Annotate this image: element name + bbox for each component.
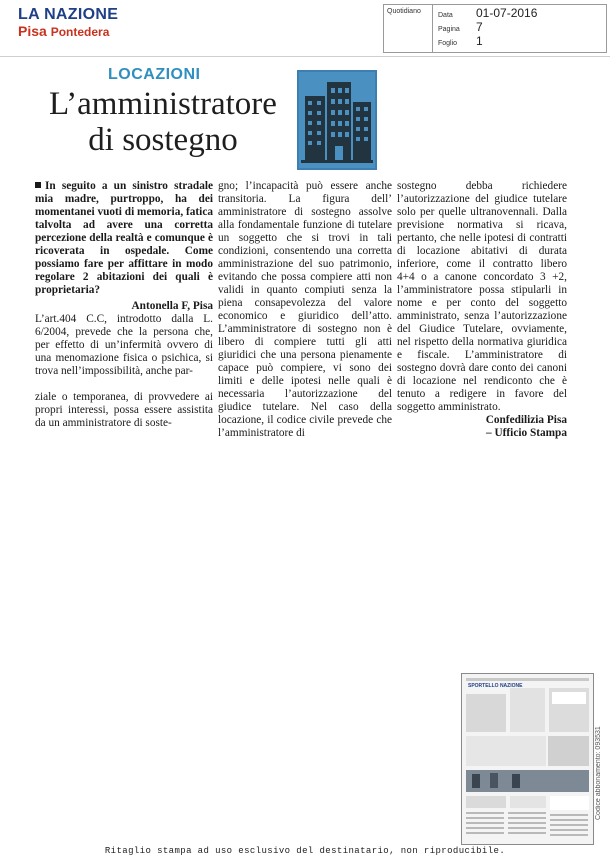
answer-paragraph-4: sostegno debba richiedere l’autorizzazione del giudice tutelare solo per quelle ultranovennali. Dalla previsione normativa si ricava, pertanto, che nelle ipotesi di contratti di locazione abitativi di durata inferiore, come il contratto libero 4+4 o a canone concordato 3 +2, l’amministratore possa stipularli in nome e per conto del soggetto amministrato, senza l’autorizzazione del Giudice Tutelare, ovviamente, nel rispetto della normativa giuridica e fiscale. L’amministratore di sostegno dovrà dare conto dei canoni di locazione nel rendiconto che è tenuto a redigere in favore del soggetto amministrato.: [397, 180, 567, 413]
question-author: Antonella F, Pisa: [131, 300, 213, 312]
meta-values: [476, 6, 537, 48]
headline-line-1: L’amministratore: [49, 86, 277, 122]
masthead-title: LA NAZIONE: [18, 6, 119, 23]
masthead-edition: [18, 23, 218, 40]
meta-value-date: 01-07-2016: [476, 6, 538, 20]
article-column-3: [397, 180, 567, 440]
answer-paragraph-3: gno; l’incapacità può essere anche transitoria. La figura dell’ amministratore di sostegno assolve alla fondamentale funzione di tutelare un soggetto che si trovi in tali condizioni, consentendo una corretta amministrazione del suo patrimonio, evitando che possa compiere atti non validi in quanto compiuti senza la piena consapevolezza del valore economico e giuridico dell’atto. L’amministratore di sostegno non è libero di compiere tutti gli atti giuridici che una persona pienamente capace può compiere, vi sono dei limiti e delle ipotesi nelle quali è necessaria l’autorizzazione del giudice tutelare. Nel caso della locazione, il codice civile prevede che l’amministratore di: [218, 180, 392, 439]
publication-info-box: [383, 4, 607, 53]
masthead: [18, 6, 218, 40]
article-kicker: LOCAZIONI: [108, 66, 201, 83]
article-headline: [38, 86, 288, 158]
masthead-edition-name: Pontedera: [50, 25, 110, 39]
bullet-square-icon: [35, 182, 41, 188]
meta-label-page: Pagina: [438, 26, 460, 33]
reader-question: [35, 180, 213, 297]
reader-question-text: In seguito a un sinistro stradale mia madre, purtroppo, ha dei momentanei vuoti di memoria, fatica talvolta ad avere una corretta percezione della realtà e comunque è ricoverata in ospedale. Come possiamo fare per affittare in modo regolare 2 abitazioni dei quali è proprietaria?: [35, 180, 213, 296]
headline-line-2: di sostegno: [88, 122, 238, 158]
article-signature: [397, 414, 567, 440]
meta-labels: [438, 9, 460, 51]
info-box-divider: [432, 5, 433, 52]
footer-disclaimer: Ritaglio stampa ad uso esclusivo del destinatario, non riproducibile.: [104, 846, 506, 856]
publication-type: Quotidiano: [387, 8, 421, 15]
article-column-1: [35, 180, 213, 430]
masthead-city: Pisa: [18, 23, 47, 39]
answer-paragraph-2: ziale o temporanea, di provvedere ai propri interessi, possa essere assistita da un amministratore di soste-: [35, 391, 213, 429]
header-divider: [0, 56, 610, 57]
meta-label-date: Data: [438, 12, 453, 19]
signature-line-2: – Ufficio Stampa: [486, 427, 567, 439]
page-thumbnail: [461, 673, 594, 845]
building-icon: [297, 70, 377, 170]
signature-line-1: Confedilizia Pisa: [485, 414, 567, 426]
subscription-code: Codice abbonamento: 093531: [595, 726, 602, 820]
meta-value-sheet: 1: [476, 34, 483, 48]
thumbnail-section-title: SPORTELLO NAZIONE: [468, 683, 523, 689]
meta-label-sheet: Foglio: [438, 40, 458, 47]
article-column-2: [218, 180, 392, 440]
meta-value-page: 7: [476, 20, 483, 34]
answer-paragraph-1: L’art.404 C.C, introdotto dalla L. 6/2004, prevede che la persona che, per effetto di un’infermità ovvero di una menomazione fisica o psichica, si trova nell’impossibilità, anche par-: [35, 313, 213, 377]
